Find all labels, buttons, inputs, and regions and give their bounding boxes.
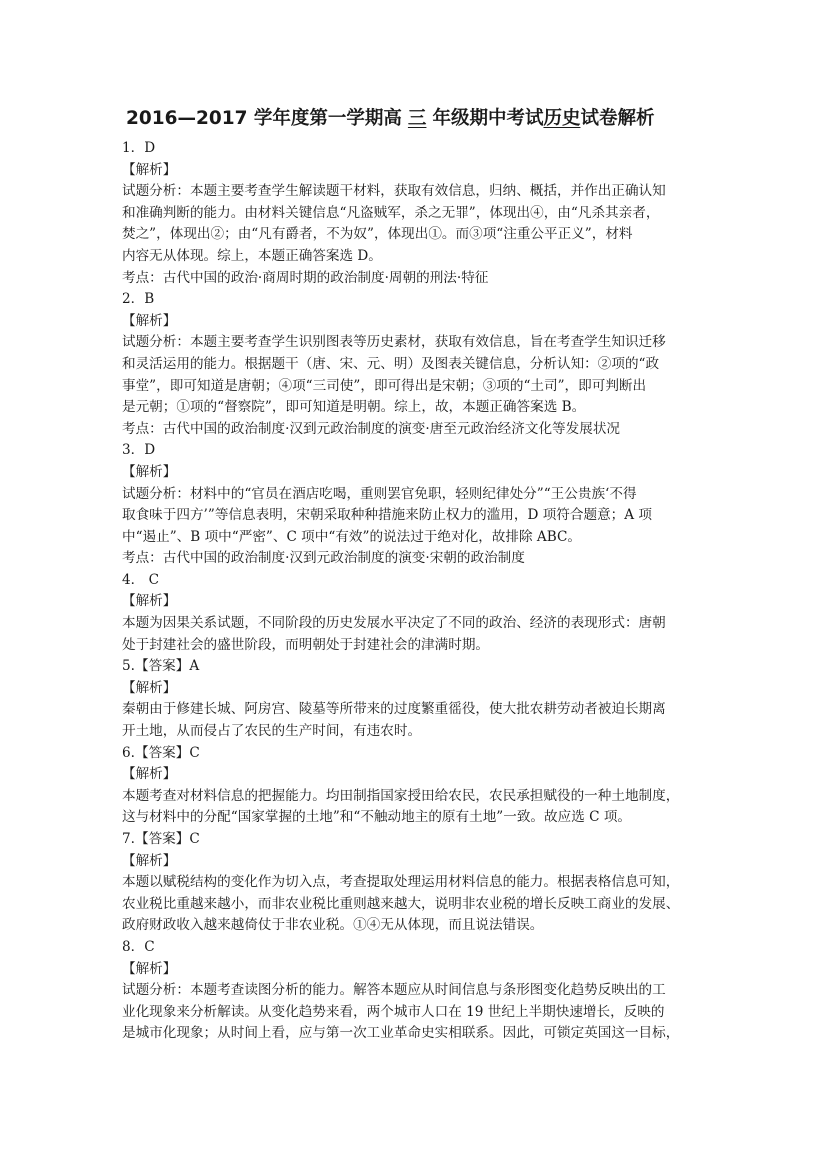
title-suffix: 试卷解析: [580, 108, 655, 129]
answer-item: [122, 656, 707, 742]
analysis-text-line: 考点：古代中国的政治·商周时期的政治制度·周朝的刑法·特征: [122, 269, 489, 286]
analysis-text-line: 焚之”，体现出②；由“凡有爵者，不为奴”，体现出①。而③项“注重公平正义”，材料: [122, 226, 633, 243]
answer-item: [122, 289, 707, 440]
analysis-text-line: 农业税比重越来越小，而非农业税比重则越来越大，说明非农业税的增长反映工商业的发展、: [122, 895, 680, 912]
answer-item: [122, 138, 707, 289]
analysis-text-line: 处于封建社会的盛世阶段，而明朝处于封建社会的津满时期。: [122, 636, 490, 653]
analysis-text-line: 本题为因果关系试题，不同阶段的历史发展水平决定了不同的政治、经济的表现形式：唐朝: [122, 615, 666, 632]
analysis-text-line: 开土地，从而侵占了农民的生产时间，有违农时。: [122, 723, 422, 740]
analysis-text-line: 本题考查对材料信息的把握能力。均田制指国家授田给农民，农民承担赋役的一种土地制度，: [122, 787, 680, 804]
analysis-tag: 【解析】: [122, 852, 177, 869]
analysis-tag: 【解析】: [122, 463, 177, 480]
title-grade-blank: 三: [407, 108, 427, 129]
answer-item: [122, 829, 707, 937]
question-number: 6.【答案】C: [122, 744, 200, 761]
analysis-text-line: 是城市化现象；从时间上看，应与第一次工业革命史实相联系。因此，可锁定英国这一目标，: [122, 1025, 680, 1042]
answer-list: [122, 138, 707, 1045]
document-page: [122, 106, 707, 1045]
answer-item: [122, 440, 707, 570]
analysis-text-line: 和准确判断的能力。由材料关键信息“凡盗贼军，杀之无罪”，体现出④，由“凡杀其亲者，: [122, 204, 660, 221]
analysis-text-line: 是元朝；①项的“督察院”，即可知道是明朝。综上，故，本题正确答案选 B。: [122, 399, 586, 416]
analysis-text-line: 政府财政收入越来越倚仗于非农业税。①④无从体现，而且说法错误。: [122, 917, 544, 934]
analysis-tag: 【解析】: [122, 161, 177, 178]
analysis-tag: 【解析】: [122, 766, 177, 783]
title-subject-blank: 历史: [543, 108, 581, 129]
answer-item: [122, 743, 707, 829]
analysis-tag: 【解析】: [122, 960, 177, 977]
analysis-text-line: 取食味于四方’”等信息表明，宋朝采取种种措施来防止权力的滥用，D 项符合题意；A 项: [122, 507, 653, 524]
analysis-text-line: 本题以赋税结构的变化作为切入点，考查提取处理运用材料信息的能力。根据表格信息可知，: [122, 874, 680, 891]
analysis-text-line: 中“遏止”、B 项中“严密”、C 项中“有效”的说法过于绝对化，故排除 ABC。: [122, 528, 581, 545]
question-number: 3．D: [122, 442, 156, 459]
question-number: 2．B: [122, 291, 155, 308]
analysis-text-line: 事堂”，即可知道是唐朝；④项“三司使”，即可得出是宋朝；③项的“土司”，即可判断出: [122, 377, 647, 394]
title-middle: 年级期中考试: [432, 108, 544, 129]
analysis-text-line: 试题分析：本题主要考查学生解读题干材料，获取有效信息，归纳、概括，并作出正确认知: [122, 183, 666, 200]
analysis-text-line: 试题分析：本题考查读图分析的能力。解答本题应从时间信息与条形图变化趋势反映出的工: [122, 982, 666, 999]
analysis-text-line: 业化现象来分析解读。从变化趋势来看，两个城市人口在 19 世纪上半期快速增长，反映的: [122, 1003, 665, 1020]
question-number: 7.【答案】C: [122, 831, 200, 847]
question-number: 4． C: [122, 571, 159, 588]
page-title: [126, 106, 707, 132]
analysis-text-line: 和灵活运用的能力。根据题干（唐、宋、元、明）及图表关键信息，分析认知：②项的“政: [122, 355, 660, 372]
analysis-tag: 【解析】: [122, 312, 177, 329]
analysis-text-line: 秦朝由于修建长城、阿房宫、陵墓等所带来的过度繁重徭役，使大批农耕劳动者被迫长期离: [122, 701, 666, 718]
analysis-text-line: 试题分析：本题主要考查学生识别图表等历史素材，获取有效信息，旨在考查学生知识迁移: [122, 334, 666, 351]
analysis-tag: 【解析】: [122, 593, 177, 610]
question-number: 1．D: [122, 140, 156, 156]
answer-item: [122, 570, 707, 656]
analysis-text-line: 试题分析：材料中的“官员在酒店吃喝，重则罢官免职，轻则纪律处分”“王公贵族‘不得: [122, 485, 637, 502]
question-number: 8．C: [122, 938, 155, 955]
question-number: 5.【答案】A: [122, 658, 200, 675]
analysis-text-line: 这与材料中的分配“国家掌握的土地”和“不触动地主的原有土地”一致。故应选 C 项。: [122, 809, 632, 826]
analysis-text-line: 内容无从体现。综上，本题正确答案选 D。: [122, 247, 382, 264]
title-prefix: 2016—2017 学年度第一学期高: [126, 108, 402, 129]
analysis-text-line: 考点：古代中国的政治制度·汉到元政治制度的演变·唐至元政治经济文化等发展状况: [122, 420, 621, 437]
analysis-tag: 【解析】: [122, 679, 177, 696]
answer-item: [122, 937, 707, 1045]
analysis-text-line: 考点：古代中国的政治制度·汉到元政治制度的演变·宋朝的政治制度: [122, 550, 525, 567]
